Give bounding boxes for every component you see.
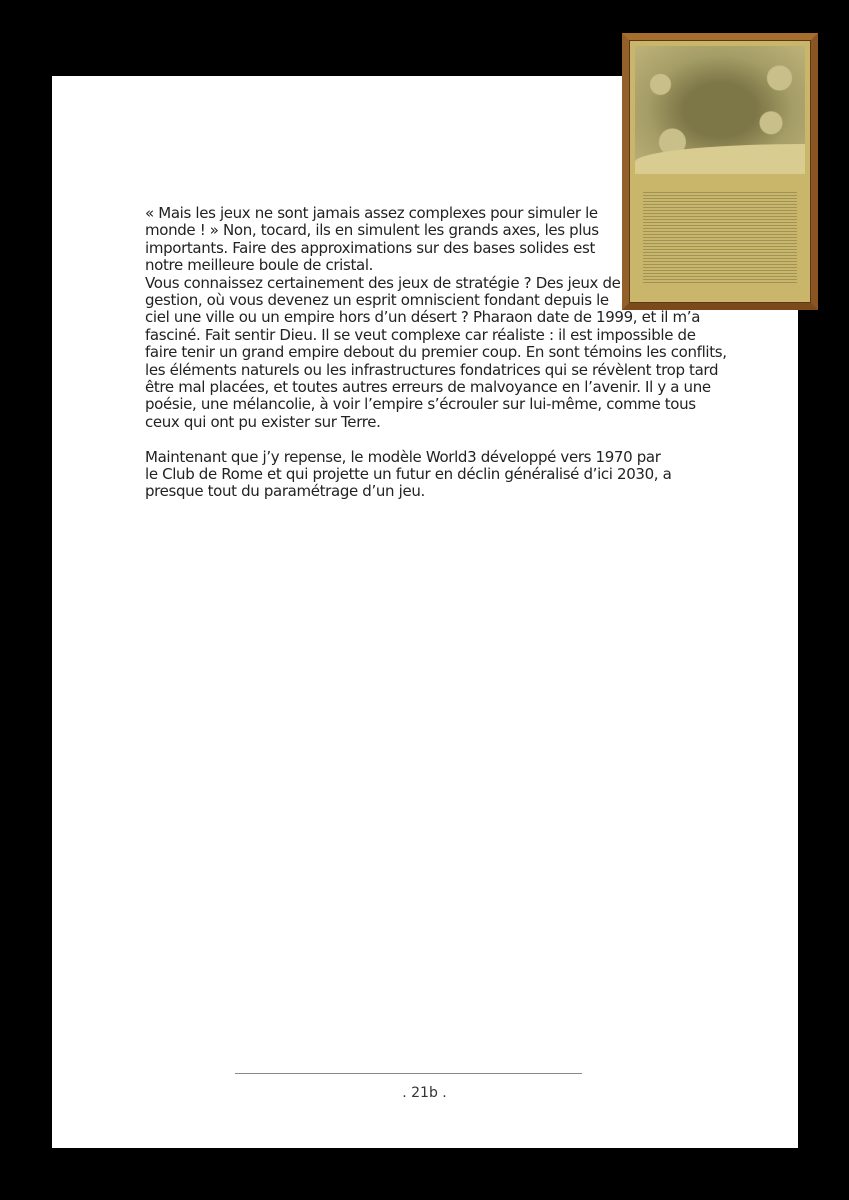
paragraph-2 [145,449,727,501]
text-line: importants. Faire des approximations sur des bases solides est [145,238,596,257]
text-line: gestion, où vous devenez un esprit omniscient fondant depuis le [145,291,609,310]
text-line: les éléments naturels ou les infrastructures fondatrices qui se révèlent trop tard [145,360,719,379]
paragraph-1 [145,205,727,431]
text-line: notre meilleure boule de cristal. [145,256,374,275]
text-line: être mal placées, et toutes autres erreurs de malvoyance en l’avenir. Il y a une [145,378,711,397]
text-line: ceux qui ont pu exister sur Terre. [145,412,381,431]
text-line: fasciné. Fait sentir Dieu. Il se veut complexe car réaliste : il est impossible de [145,325,696,344]
text-line: presque tout du paramétrage d’un jeu. [145,482,425,501]
text-line: poésie, une mélancolie, à voir l’empire s’écrouler sur lui-même, comme tous [145,395,696,414]
text-line: ciel une ville ou un empire hors d’un désert ? Pharaon date de 1999, et il m’a [145,308,701,327]
text-line: le Club de Rome et qui projette un futur en déclin généralisé d’ici 2030, a [145,465,672,484]
body-text [145,205,727,501]
page-number: . 21b . [402,1085,447,1101]
footer-divider [235,1073,582,1074]
text-line: monde ! » Non, tocard, ils en simulent les grands axes, les plus [145,221,599,240]
text-line: faire tenir un grand empire debout du premier coup. En sont témoins les conflits, [145,343,727,362]
text-line: Vous connaissez certainement des jeux de stratégie ? Des jeux de [145,273,621,292]
text-line: « Mais les jeux ne sont jamais assez complexes pour simuler le [145,204,598,222]
text-line: Maintenant que j’y repense, le modèle World3 développé vers 1970 par [145,447,661,466]
